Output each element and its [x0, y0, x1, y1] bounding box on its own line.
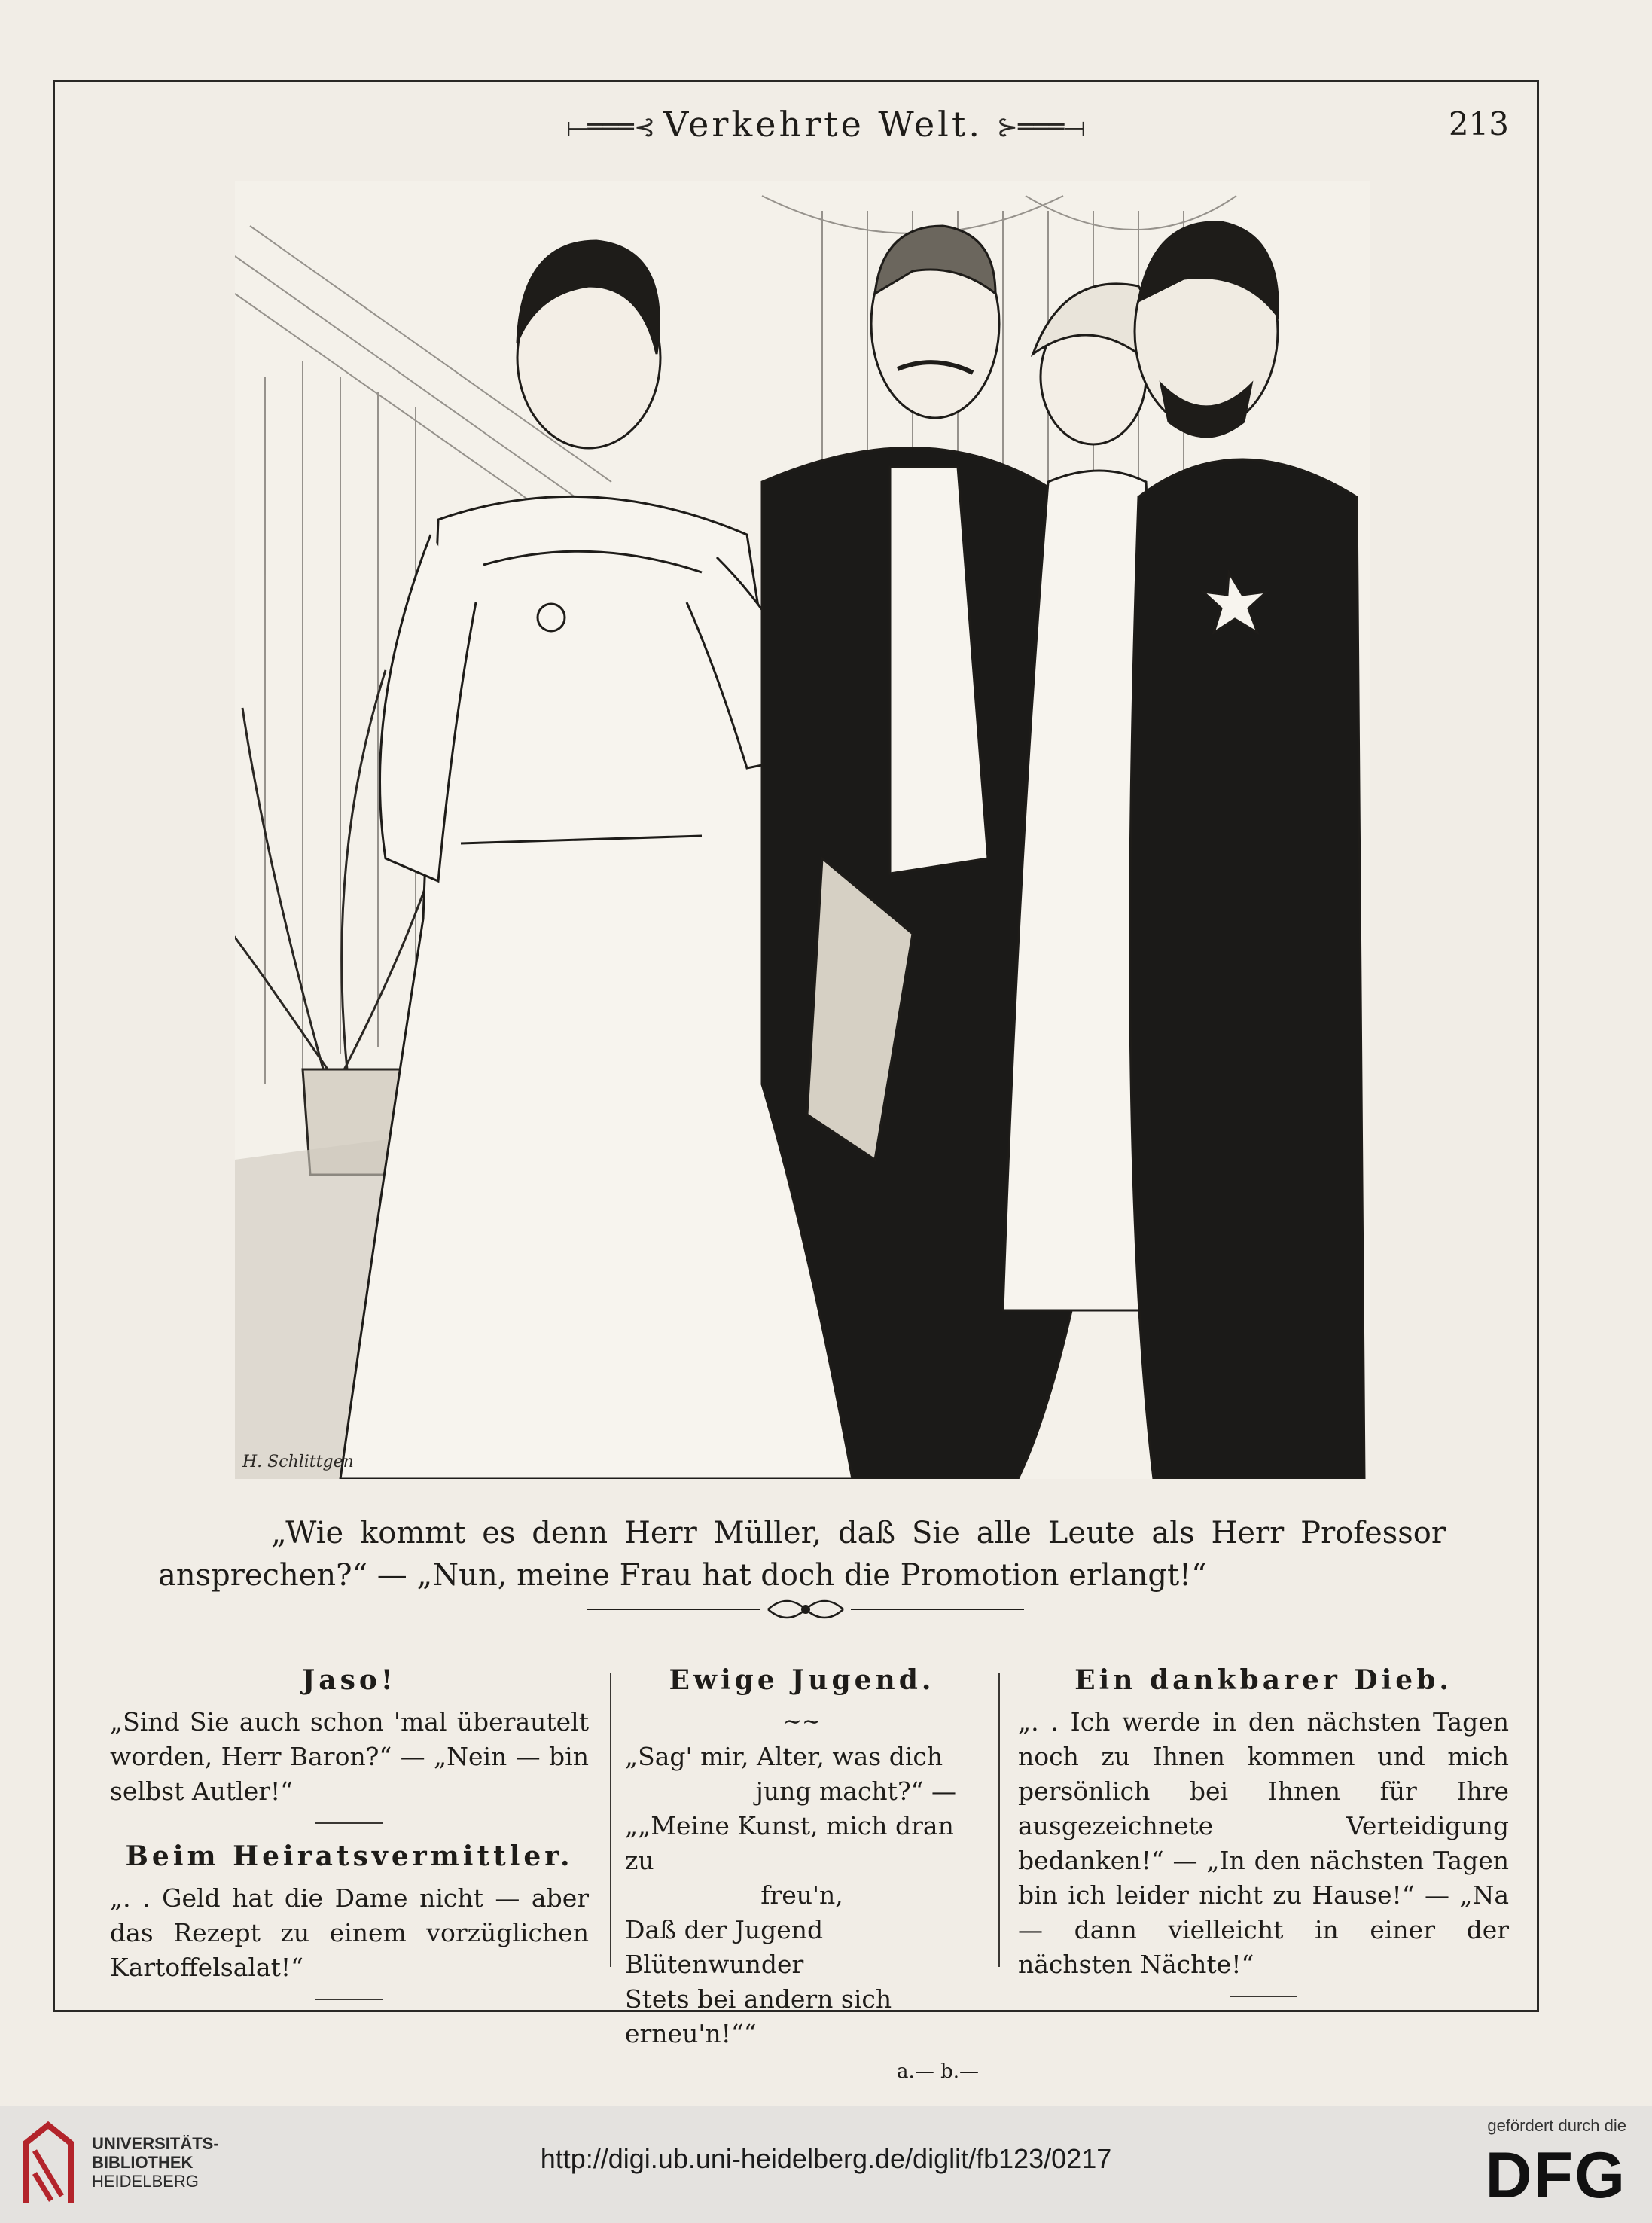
cartoon-caption: „Wie kommt es denn Herr Müller, daß Sie alle Leute als Herr Professor ansprechen?“ — „Nun, meine Frau hat doch die Promotion erlangt!“: [158, 1516, 1446, 1593]
heading-jaso: Jaso!: [302, 1664, 397, 1696]
cartoon-illustration: [235, 181, 1370, 1479]
column-divider: [610, 1673, 611, 1967]
running-title: Verkehrte Welt.: [663, 104, 983, 145]
text-jaso: „Sind Sie auch schon 'mal überautelt worden, Herr Baron?“ — „Nein — bin selbst Autler!“: [110, 1707, 589, 1806]
institution-line: BIBLIOTHEK: [92, 2153, 194, 2172]
short-rule: [315, 1822, 383, 1824]
short-rule: [315, 1999, 383, 2000]
left-ornament-icon: ⟝═══⊰: [566, 112, 664, 142]
right-ornament-icon: ⊱═══⟞: [996, 112, 1086, 142]
short-rule: [1230, 1996, 1297, 1997]
verse-line: Daß der Jugend Blütenwunder: [625, 1915, 824, 1979]
verse-line: Stets bei andern sich erneu'n!““: [625, 1984, 892, 2048]
dfg-logo: DFG: [1485, 2139, 1626, 2212]
funded-by-label: gefördert durch die: [1487, 2116, 1626, 2135]
divider-ornament-icon: [587, 1589, 1024, 1630]
verse-line: freu'n,: [760, 1880, 843, 1910]
text-heiratsvermittler: „. . Geld hat die Dame nicht — aber das Rezept zu einem vorzüglichen Kartoffelsalat!“: [110, 1883, 589, 1982]
column-divider: [998, 1673, 1000, 1967]
column-right: [1018, 1663, 1509, 2012]
heading-heiratsvermittler: Beim Heiratsvermittler.: [125, 1840, 574, 1872]
ballroom-drawing: [235, 181, 1370, 1479]
verse-line: jung macht?“ —: [755, 1776, 956, 1806]
institution-line: HEIDELBERG: [92, 2172, 199, 2191]
artist-signature: H. Schlittgen: [242, 1453, 354, 1471]
verse-line: „Sag' mir, Alter, was dich: [625, 1742, 943, 1771]
running-head: [0, 104, 1652, 145]
column-center: [625, 1663, 979, 2131]
digitization-footer: [0, 2106, 1652, 2223]
text-dankbarer-dieb: „. . Ich werde in den nächsten Tagen noch zu Ihnen kommen und mich persönlich bei Ihnen für Ihre ausgezeichnete Verteidigung bedanken!“ — „In den nächsten Tagen bin ich leider nicht zu Hause!“ — „Na — dann vielleicht in einer der nächsten Nächte!“: [1018, 1707, 1509, 1979]
institution-line: UNIVERSITÄTS-: [92, 2134, 219, 2153]
heading-dankbarer-dieb: Ein dankbarer Dieb.: [1074, 1664, 1452, 1696]
gentleman-right: [1130, 222, 1364, 1479]
author-signature: a.— b.—: [897, 2060, 979, 2083]
source-url-link[interactable]: http://digi.ub.uni-heidelberg.de/diglit/fb123/0217: [540, 2143, 1112, 2174]
verse-line: „„Meine Kunst, mich dran zu: [625, 1811, 954, 1875]
wave-ornament-icon: ∼∼: [782, 1709, 821, 1735]
page-number: 213: [1448, 105, 1509, 142]
column-left: [110, 1663, 589, 2015]
heading-ewige-jugend: Ewige Jugend.: [669, 1664, 935, 1696]
